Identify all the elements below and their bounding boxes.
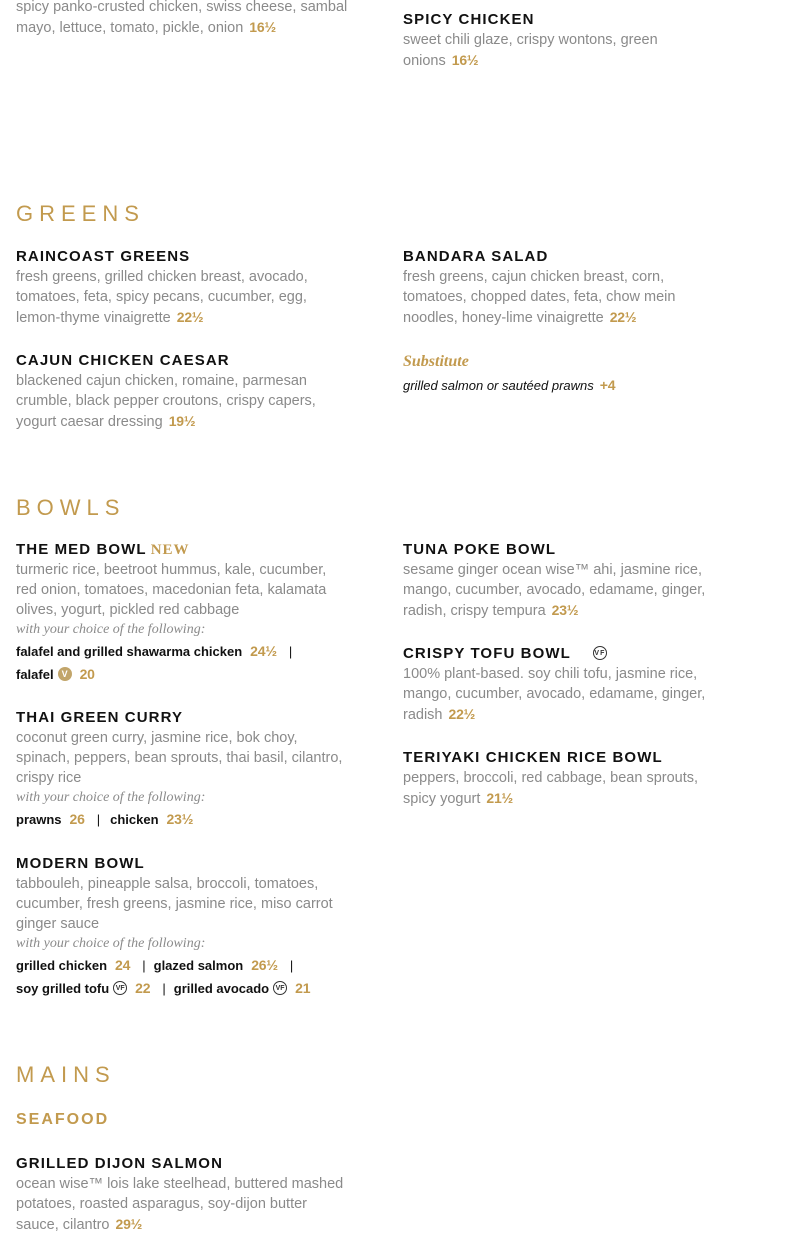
substitute-title: Substitute	[403, 353, 469, 370]
option-price: 23½	[166, 811, 194, 827]
item-description: 100% plant-based. soy chili tofu, jasmine rice, mango, cucumber, avocado, edamame, ginger, radish 22½	[403, 666, 706, 723]
vegan-friendly-icon: VF	[273, 981, 287, 995]
item-title: TUNA POKE BOWL	[403, 541, 557, 558]
option-price: 21	[295, 980, 311, 996]
option-name: falafel and grilled shawarma chicken	[16, 644, 243, 659]
vegan-friendly-icon: VF	[113, 981, 127, 995]
choice-label: with your choice of the following:	[16, 790, 206, 805]
choice-label: with your choice of the following:	[16, 936, 206, 951]
item-price: 22½	[176, 309, 204, 325]
option-name: chicken	[110, 812, 159, 827]
separator: |	[142, 958, 146, 973]
option-name: prawns	[16, 812, 62, 827]
option-price: 24½	[250, 643, 277, 659]
section-heading-mains: MAINS	[16, 1062, 116, 1087]
substitute-note	[403, 352, 733, 396]
item-price: 19½	[168, 413, 196, 429]
option-price: 26	[69, 811, 85, 827]
option-price: 26½	[251, 957, 278, 973]
item-title: CRISPY TOFU BOWL VF	[403, 645, 606, 662]
separator: |	[288, 644, 293, 659]
option-list	[16, 954, 376, 1000]
menu-item-crispy-tofu-bowl	[403, 644, 733, 725]
menu-item-modern-bowl	[16, 854, 356, 1000]
subheading-seafood: SEAFOOD	[16, 1111, 110, 1128]
menu-item-top-left	[16, 0, 356, 38]
separator: |	[289, 958, 294, 973]
item-title: THAI GREEN CURRY	[16, 709, 184, 726]
separator: |	[96, 812, 101, 827]
option-name: glazed salmon	[153, 958, 244, 973]
item-description: sweet chili glaze, crispy wontons, green onions 16½	[403, 32, 658, 69]
item-description: fresh greens, grilled chicken breast, avocado, tomatoes, feta, spicy pecans, cucumber, egg, lemon-thyme vinaigrette 22½	[16, 269, 308, 326]
item-title: TERIYAKI CHICKEN RICE BOWL	[403, 749, 663, 766]
item-title: SPICY CHICKEN	[403, 11, 535, 28]
menu-item-thai-green-curry	[16, 708, 356, 831]
vegan-friendly-icon: VF	[593, 646, 607, 660]
new-badge: NEW	[150, 542, 190, 558]
item-description: fresh greens, cajun chicken breast, corn, tomatoes, chopped dates, feta, chow mein noodles, honey-lime vinaigrette 22½	[403, 269, 676, 326]
item-price: 22½	[448, 706, 476, 722]
option-name: soy grilled tofu	[16, 981, 110, 996]
item-description: blackened cajun chicken, romaine, parmesan crumble, black pepper croutons, crispy capers, yogurt caesar dressing 19½	[16, 373, 316, 430]
item-title: RAINCOAST GREENS	[16, 248, 191, 265]
option-name: falafel	[16, 667, 54, 682]
option-price: 22	[135, 980, 151, 996]
item-description: ocean wise™ lois lake steelhead, buttered mashed potatoes, roasted asparagus, soy-dijon butter sauce, cilantro 29½	[16, 1176, 344, 1233]
menu-item-teriyaki-chicken-rice-bowl	[403, 748, 733, 809]
item-description: coconut green curry, jasmine rice, bok choy, spinach, peppers, bean sprouts, thai basil, cilantro, crispy rice	[16, 730, 343, 786]
item-price: 16½	[451, 52, 479, 68]
option-name: grilled avocado	[173, 981, 270, 996]
substitute-description: grilled salmon or sautéed prawns +4	[403, 377, 616, 393]
substitute-price: +4	[599, 377, 616, 393]
section-heading-greens: GREENS	[16, 201, 145, 226]
item-price: 16½	[249, 19, 276, 35]
item-description: peppers, broccoli, red cabbage, bean sprouts, spicy yogurt 21½	[403, 770, 699, 807]
section-heading-bowls: BOWLS	[16, 495, 126, 520]
menu-item-spicy-chicken	[403, 10, 733, 71]
menu-item-med-bowl	[16, 540, 356, 686]
menu-item-raincoast-greens	[16, 247, 356, 328]
choice-label: with your choice of the following:	[16, 622, 206, 637]
menu-item-cajun-chicken-caesar	[16, 351, 356, 432]
item-title: CAJUN CHICKEN CAESAR	[16, 352, 230, 369]
item-price: 22½	[609, 309, 637, 325]
item-title: GRILLED DIJON SALMON	[16, 1155, 224, 1172]
item-description: tabbouleh, pineapple salsa, broccoli, tomatoes, cucumber, fresh greens, jasmine rice, miso carrot ginger sauce	[16, 876, 333, 932]
item-price: 23½	[551, 602, 579, 618]
menu-item-bandara-salad	[403, 247, 733, 328]
menu-item-grilled-dijon-salmon	[16, 1154, 356, 1235]
item-price: 29½	[115, 1216, 143, 1232]
item-title: THE MED BOWL NEW	[16, 541, 190, 558]
menu-item-tuna-poke-bowl	[403, 540, 733, 621]
option-price: 20	[79, 666, 95, 682]
option-list	[16, 640, 356, 686]
separator: |	[162, 981, 166, 996]
vegetarian-icon: V	[58, 667, 72, 681]
option-name: grilled chicken	[16, 958, 108, 973]
item-title: BANDARA SALAD	[403, 248, 549, 265]
item-description: turmeric rice, beetroot hummus, kale, cucumber, red onion, tomatoes, macedonian feta, kalamata olives, yogurt, pickled red cabbage	[16, 562, 327, 618]
item-price: 21½	[486, 790, 514, 806]
item-description: sesame ginger ocean wise™ ahi, jasmine rice, mango, cucumber, avocado, edamame, ginger, radish, crispy tempura 23½	[403, 562, 706, 619]
option-list	[16, 808, 356, 831]
option-price: 24	[115, 957, 131, 973]
item-title: MODERN BOWL	[16, 855, 145, 872]
item-description: spicy panko-crusted chicken, swiss cheese, sambal mayo, lettuce, tomato, pickle, onion 16½	[16, 0, 348, 36]
